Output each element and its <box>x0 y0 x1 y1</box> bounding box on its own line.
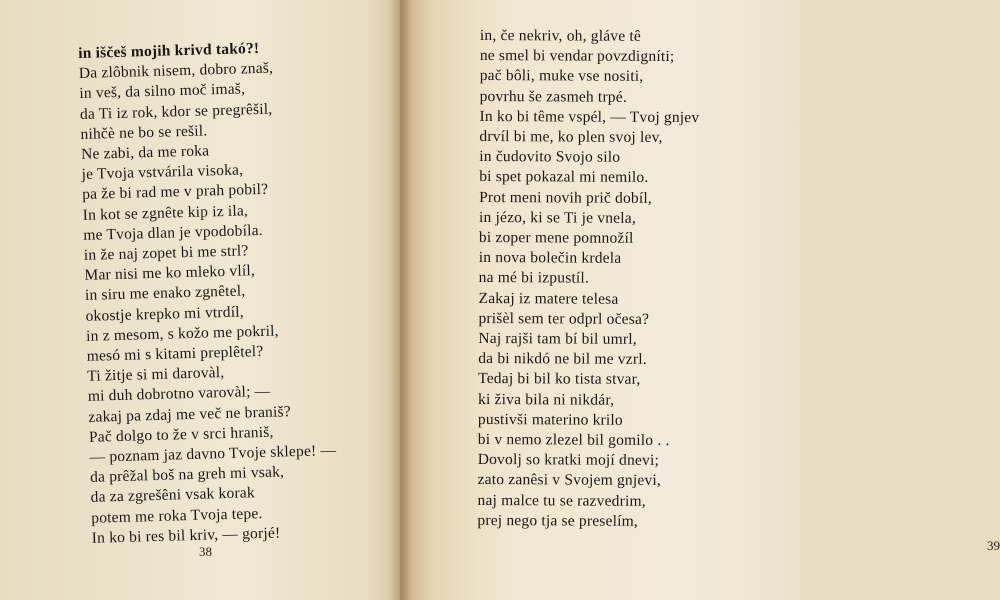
verse-line: nihčè ne bo se rešil. <box>80 122 208 143</box>
verse-line: naj malce tu se razvedrim, <box>477 491 646 510</box>
verse-line: Prot meni novih prič dobíl, <box>479 188 653 207</box>
verse-line: okostje krepko mi vtrdíl, <box>85 303 245 325</box>
verse-line: in čudovito Svojo silo <box>479 148 621 166</box>
verse-line: in z mesom, s kožo me pokril, <box>85 322 279 345</box>
verse-line: me Tvoja dlan je vpodobíla. <box>83 221 263 244</box>
verse-line: mesó mi s kitami preplêtel? <box>86 342 264 365</box>
verse-line: Zakaj iz matere telesa <box>478 289 619 308</box>
verse-line: in nova bolečin krdela <box>478 249 622 267</box>
verse-line: mi duh dobrotno varovàl; — <box>87 383 271 406</box>
verse-line: bi zoper mene pomnožíl <box>478 229 634 247</box>
verse-line: in jézo, ki se Ti je vnela, <box>478 208 636 227</box>
verse-line: in že naj zopet bi me strl? <box>83 242 249 264</box>
verse-line: In ko bi tême vspél, — Tvoj gnjev <box>479 107 700 126</box>
left-page-verse <box>78 36 392 549</box>
verse-line: na mé bi izpustíl. <box>478 269 590 288</box>
verse-line: — poznam jaz davno Tvoje sklepe! — <box>89 442 337 466</box>
verse-line: in siru me enako zgnêtel, <box>84 282 246 305</box>
verse-line: in iščeš mojih krivd takó?! <box>78 39 260 62</box>
verse-line: prišèl sem ter odprl očesa? <box>478 309 650 328</box>
verse-line: da prêžal boš na greh mi vsak, <box>89 463 285 487</box>
verse-line: da za zgrešêni vsak korak <box>90 484 256 507</box>
verse-line: Ne zabi, da me roka <box>80 142 210 163</box>
left-page-number: 38 <box>199 544 212 559</box>
verse-line: Naj rajši tam bí bil umrl, <box>478 330 637 348</box>
verse-line: zato zanêsi v Svojem gnjevi, <box>477 471 662 490</box>
verse-line: pustivši materino krilo <box>477 410 623 429</box>
right-page-verse <box>477 26 780 533</box>
verse-line: pač bôli, muke vse nositi, <box>479 67 644 86</box>
verse-line: pa že bi rad me v prah pobil? <box>81 181 269 204</box>
verse-line: je Tvoja vstvárila visoka, <box>81 161 244 184</box>
verse-line: Mar nisi me ko mleko vlíl, <box>84 262 256 285</box>
verse-line: Da zlôbnik nisem, dobro znaš, <box>78 59 274 83</box>
verse-line: in veš, da silno moč imaš, <box>79 80 246 103</box>
verse-line: bi spet pokazal mi nemilo. <box>479 168 649 187</box>
verse-line: Dovolj so kratki mojí dnevi; <box>477 451 660 470</box>
verse-line: potem me roka Tvoja tepe. <box>91 504 263 527</box>
right-page-number: 39 <box>987 538 1000 553</box>
verse-line: zakaj pa zdaj me več ne braniš? <box>88 402 292 426</box>
left-page <box>0 0 400 600</box>
verse-line: ki živa bila ni nikdár, <box>478 390 615 409</box>
verse-line: ne smel bi vendar povzdigníti; <box>479 47 675 66</box>
verse-line: in, če nekriv, oh, gláve tê <box>479 26 642 45</box>
verse-line: Pač dolgo to že v srci hraniš, <box>88 423 274 446</box>
verse-line: Tedaj bi bil ko tista stvar, <box>478 370 641 389</box>
verse-line: da bi nikdó ne bil me vzrl. <box>478 350 647 369</box>
verse-line: povrhu še zasmeh trpé. <box>479 87 627 106</box>
verse-line: In ko bi res bil kriv, — gorjé! <box>91 524 281 547</box>
verse-line: da Ti iz rok, kdor se pregrêšil, <box>79 100 273 123</box>
verse-line: bi v nemo zlezel bil gomilo . . <box>477 431 670 450</box>
verse-line: Ti žitje si mi darovàl, <box>87 364 225 386</box>
verse-line: drvíl bi me, ko plen svoj lev, <box>479 128 663 146</box>
verse-line: In kot se zgnête kip iz ila, <box>82 201 249 224</box>
verse-line: prej nego tja se preselím, <box>477 511 639 530</box>
